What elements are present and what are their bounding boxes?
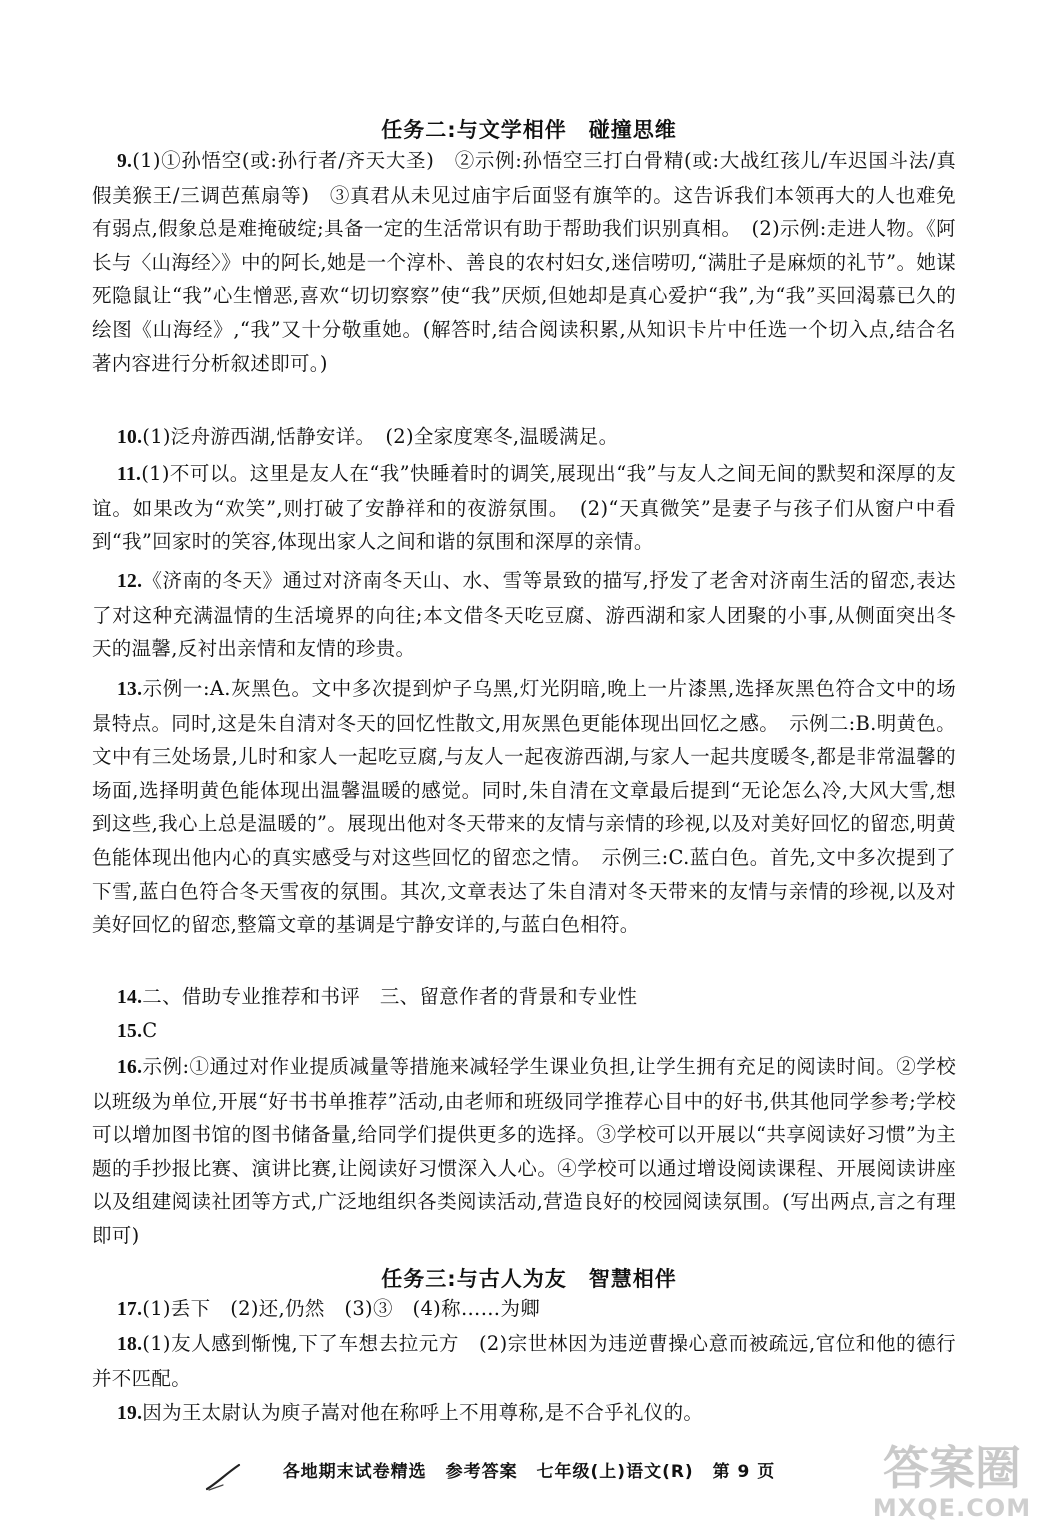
answer-number: 15. [117, 1021, 143, 1042]
answer-number: 9. [117, 151, 133, 172]
answer-14 [92, 980, 956, 1015]
answer-number: 10. [117, 427, 143, 448]
answer-number: 19. [117, 1403, 143, 1424]
answer-text: (1)泛舟游西湖,恬静安详。 (2)全家度寒冬,温暖满足。 [142, 425, 619, 448]
answer-12 [92, 564, 956, 666]
answer-number: 18. [117, 1334, 143, 1355]
answer-text: C [142, 1019, 158, 1042]
answer-text: (1)不可以。这里是友人在“我”快睡着时的调笑,展现出“我”与友人之间无间的默契和深厚的友谊。如果改为“欢笑”,则打破了安静祥和的夜游氛围。 (2)“天真微笑”是妻子与孩子们从窗户中看到“我”回家时的笑容,体现出家人之间和谐的氛围和深厚的亲情。 [92, 462, 956, 554]
watermark [852, 1442, 1052, 1530]
answer-number: 14. [117, 987, 143, 1008]
answer-10 [92, 420, 956, 455]
answer-number: 17. [117, 1299, 143, 1320]
answer-text: 示例:①通过对作业提质减量等措施来减轻学生课业负担,让学生拥有充足的阅读时间。②学校以班级为单位,开展“好书书单推荐”活动,由老师和班级同学推荐心目中的好书,供其他同学参考;学校可以增加图书馆的图书储备量,给同学们提供更多的选择。③学校可以开展以“共享阅读好习惯”为主题的手抄报比赛、演讲比赛,让阅读好习惯深入人心。④学校可以通过增设阅读课程、开展阅读讲座以及组建阅读社团等方式,广泛地组织各类阅读活动,营造良好的校园阅读氛围。(写出两点,言之有理即可) [92, 1055, 956, 1247]
answer-9 [92, 144, 956, 380]
watermark-logo: 答案圈 [883, 1441, 1021, 1495]
footer-page-number: 第 9 页 [712, 1462, 776, 1482]
watermark-url: MXQE.COM [872, 1494, 1032, 1522]
answer-text: (1)友人感到惭愧,下了车想去拉元方 (2)宗世林因为违逆曹操心意而被疏远,官位和他的德行并不匹配。 [92, 1332, 956, 1390]
answer-19 [92, 1396, 956, 1431]
answer-text: 示例一:A.灰黑色。文中多次提到炉子乌黑,灯光阴暗,晚上一片漆黑,选择灰黑色符合文中的场景特点。同时,这是朱自清对冬天的回忆性散文,用灰黑色更能体现出回忆之感。 示例二:B.明黄色。文中有三处场景,儿时和家人一起吃豆腐,与友人一起夜游西湖,与家人一起共度暖冬,都是非常温馨的场面,选择明黄色能体现出温馨温暖的感觉。同时,朱自清在文章最后提到“无论怎么冷,大风大雪,想到这些,我心上总是温暖的”。展现出他对冬天带来的友情与亲情的珍视,以及对美好回忆的留恋,明黄色能体现出他内心的真实感受与对这些回忆的留恋之情。 示例三:C.蓝白色。首先,文中多次提到了下雪,蓝白色符合冬天雪夜的氛围。其次,文章表达了朱自清对冬天带来的友情与亲情的珍视,以及对美好回忆的留恋,整篇文章的基调是宁静安详的,与蓝白色相符。 [92, 677, 956, 937]
answer-text: 因为王太尉认为庾子嵩对他在称呼上不用尊称,是不合乎礼仪的。 [142, 1401, 704, 1424]
answer-11 [92, 457, 956, 559]
footer-book-title: 各地期末试卷精选 [282, 1462, 427, 1482]
section-title-task3: 任务三:与古人为友 智慧相伴 [381, 1267, 677, 1291]
answer-number: 12. [117, 571, 143, 592]
answer-text: 《济南的冬天》通过对济南冬天山、水、雪等景致的描写,抒发了老舍对济南生活的留恋,表达了对这种充满温情的生活境界的向往;本文借冬天吃豆腐、游西湖和家人团聚的小事,从侧面突出冬天的温馨,反衬出亲情和友情的珍贵。 [92, 569, 956, 661]
answer-text: (1)①孙悟空(或:孙行者/齐天大圣) ②示例:孙悟空三打白骨精(或:大战红孩儿/车迟国斗法/真假美猴王/三调芭蕉扇等) ③真君从未见过庙宇后面竖有旗竿的。这告诉我们本领再大的人也难免有弱点,假象总是难掩破绽;具备一定的生活常识有助于帮助我们识别真相。 (2)示例:走进人物。《阿长与〈山海经〉》中的阿长,她是一个淳朴、善良的农村妇女,迷信唠叨,“满肚子是麻烦的礼节”。她谋死隐鼠让“我”心生憎恶,喜欢“切切察察”使“我”厌烦,但她却是真心爱护“我”,为“我”买回渴慕已久的绘图《山海经》,“我”又十分敬重她。(解答时,结合阅读积累,从知识卡片中任选一个切入点,结合名著内容进行分析叙述即可。) [92, 149, 956, 375]
answer-18 [92, 1327, 956, 1395]
answer-number: 13. [117, 679, 143, 700]
footer-grade: 七年级(上)语文(R) [536, 1462, 694, 1482]
answer-16 [92, 1050, 956, 1253]
footer-label: 参考答案 [445, 1462, 518, 1482]
answer-text: (1)丢下 (2)还,仍然 (3)③ (4)称……为卿 [142, 1297, 541, 1320]
answer-13 [92, 672, 956, 942]
answer-number: 16. [117, 1057, 143, 1078]
answer-17 [92, 1292, 956, 1327]
answer-number: 11. [117, 464, 142, 485]
answer-text: 二、借助专业推荐和书评 三、留意作者的背景和专业性 [142, 985, 638, 1008]
answer-15 [92, 1014, 956, 1049]
section-title-task2: 任务二:与文学相伴 碰撞思维 [381, 118, 677, 142]
